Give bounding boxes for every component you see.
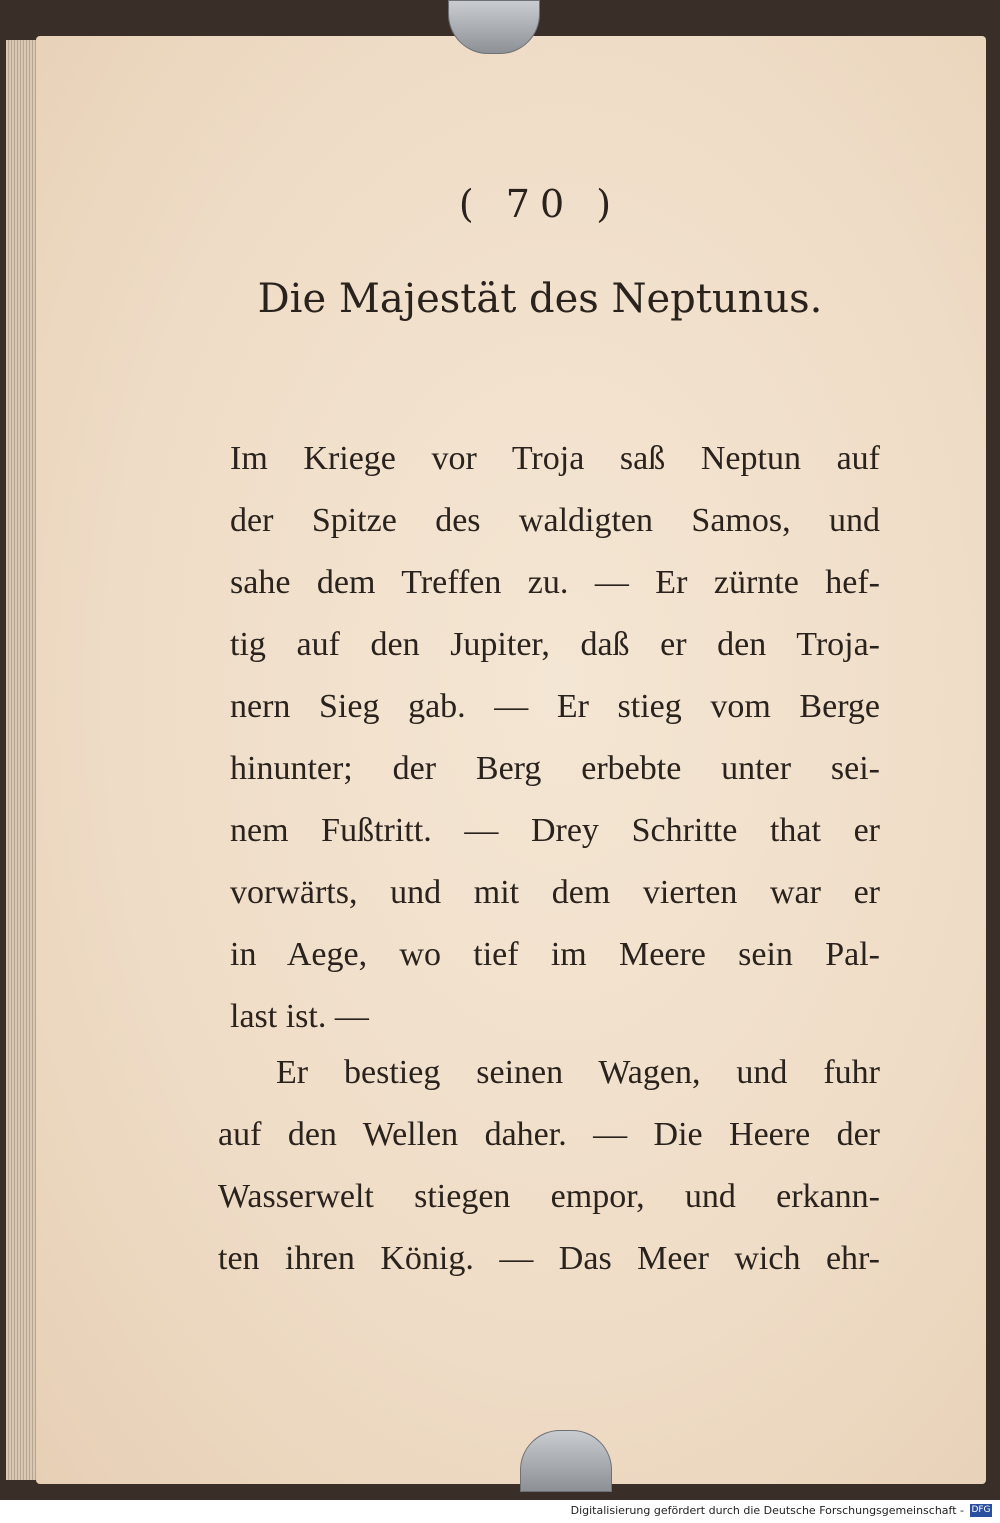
text-line: last ist. — bbox=[230, 998, 369, 1035]
text-line: sahe dem Treffen zu. — Er zürnte hef- bbox=[230, 564, 880, 601]
page-number: ( 70 ) bbox=[458, 182, 622, 226]
text-line: Er bestieg seinen Wagen, und fuhr bbox=[276, 1054, 880, 1091]
dfg-logo: DFG bbox=[971, 1504, 991, 1515]
text-line: in Aege, wo tief im Meere sein Pal- bbox=[230, 936, 880, 973]
credit-text: Digitalisierung gefördert durch die Deutsche Forschungsgemeinschaft - bbox=[570, 1503, 964, 1517]
text-line: der Spitze des waldigten Samos, und bbox=[230, 502, 880, 539]
text-line: Wasserwelt stiegen empor, und erkann- bbox=[218, 1178, 880, 1215]
text-line: nem Fußtritt. — Drey Schritte that er bbox=[230, 812, 880, 849]
digitization-credit bbox=[571, 1501, 992, 1519]
text-line: auf den Wellen daher. — Die Heere der bbox=[218, 1116, 880, 1153]
text-line: ten ihren König. — Das Meer wich ehr- bbox=[218, 1240, 880, 1277]
page-edges bbox=[6, 40, 36, 1480]
text-line: hinunter; der Berg erbebte unter sei- bbox=[230, 750, 880, 787]
text-line: nern Sieg gab. — Er stieg vom Berge bbox=[230, 688, 880, 725]
bottom-page-clip bbox=[520, 1430, 612, 1492]
chapter-title: Die Majestät des Neptunus. bbox=[257, 276, 823, 322]
text-line: tig auf den Jupiter, daß er den Troja- bbox=[230, 626, 880, 663]
text-line: Im Kriege vor Troja saß Neptun auf bbox=[230, 440, 880, 477]
text-line: vorwärts, und mit dem vierten war er bbox=[230, 874, 880, 911]
